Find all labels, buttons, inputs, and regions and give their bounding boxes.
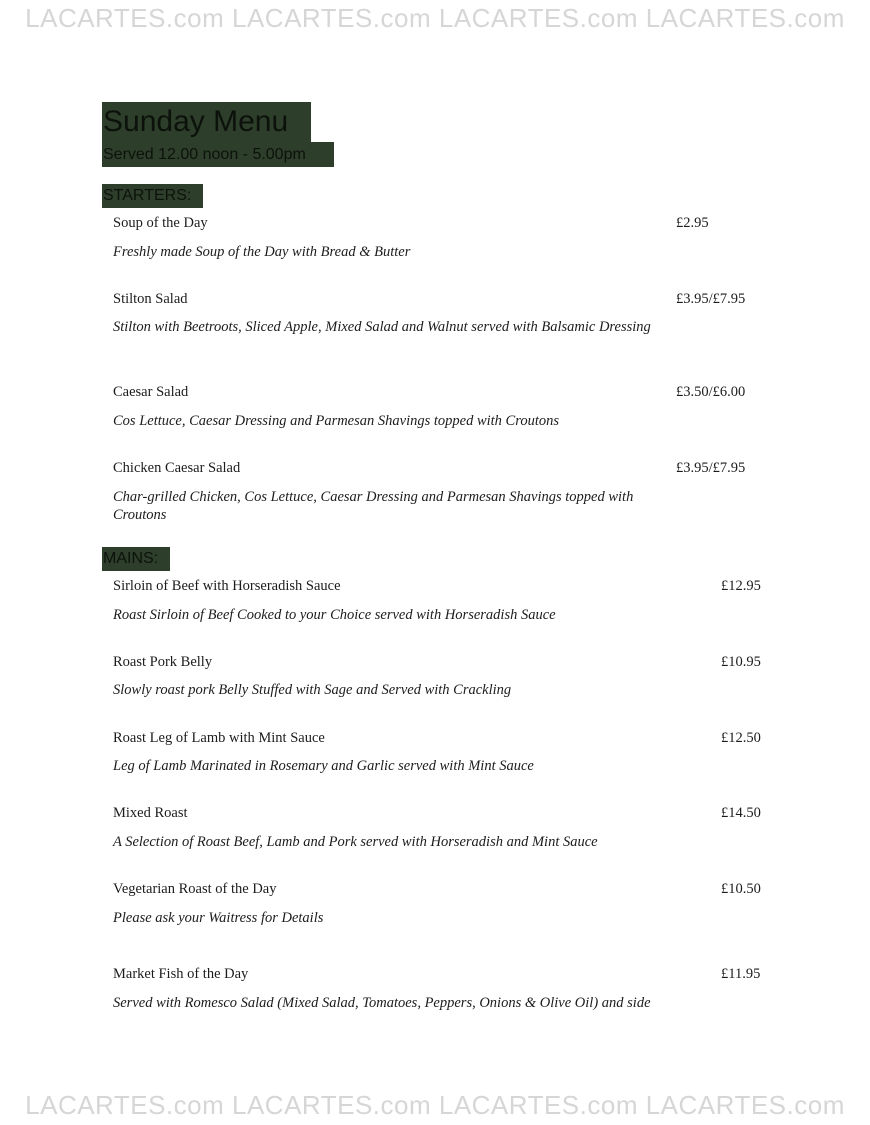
menu-title: Sunday Menu [102,102,311,142]
starter-item-name: Soup of the Day [113,215,208,231]
main-item-price: £11.95 [721,966,761,982]
main-item-price: £10.50 [721,881,761,897]
main-item-description: Slowly roast pork Belly Stuffed with Sage and Served with Crackling [113,682,512,698]
main-item-description: Leg of Lamb Marinated in Rosemary and Garlic served with Mint Sauce [113,758,534,774]
main-item-price: £12.50 [721,730,761,746]
main-item-description: Roast Sirloin of Beef Cooked to your Choice served with Horseradish Sauce [113,607,556,623]
main-item-price: £12.95 [721,578,761,594]
starter-item-price: £3.50/£6.00 [676,384,746,400]
starter-item-name: Stilton Salad [113,291,188,307]
main-item-description: Served with Romesco Salad (Mixed Salad, Tomatoes, Peppers, Onions & Olive Oil) and side [113,995,651,1011]
main-item-name: Mixed Roast [113,805,188,821]
main-item-description: Please ask your Waitress for Details [113,910,324,926]
starter-item-description: Char-grilled Chicken, Cos Lettuce, Caesar Dressing and Parmesan Shavings topped with Croutons [113,489,634,523]
starter-item-name: Chicken Caesar Salad [113,460,241,476]
starters-heading: STARTERS: [102,184,203,208]
menu-serving-hours: Served 12.00 noon - 5.00pm [102,142,334,167]
main-item-name: Roast Pork Belly [113,654,213,670]
starter-item-description: Freshly made Soup of the Day with Bread & Butter [113,244,411,260]
watermark-bottom: LACARTES.com LACARTES.com LACARTES.com LACARTES.com [25,1090,845,1120]
starter-item-description: Cos Lettuce, Caesar Dressing and Parmesan Shavings topped with Croutons [113,413,560,429]
main-item-price: £10.95 [721,654,761,670]
mains-heading: MAINS: [102,547,170,571]
main-item-name: Sirloin of Beef with Horseradish Sauce [113,578,341,594]
starter-item-price: £2.95 [676,215,709,231]
starter-item-description: Stilton with Beetroots, Sliced Apple, Mixed Salad and Walnut served with Balsamic Dressing [113,319,651,335]
watermark-top: LACARTES.com LACARTES.com LACARTES.com LACARTES.com [25,3,845,33]
main-item-description: A Selection of Roast Beef, Lamb and Pork served with Horseradish and Mint Sauce [113,834,598,850]
main-item-price: £14.50 [721,805,761,821]
starter-item-price: £3.95/£7.95 [676,460,746,476]
main-item-name: Market Fish of the Day [113,966,249,982]
main-item-name: Roast Leg of Lamb with Mint Sauce [113,730,325,746]
starter-item-name: Caesar Salad [113,384,189,400]
main-item-name: Vegetarian Roast of the Day [113,881,277,897]
starter-item-price: £3.95/£7.95 [676,291,746,307]
